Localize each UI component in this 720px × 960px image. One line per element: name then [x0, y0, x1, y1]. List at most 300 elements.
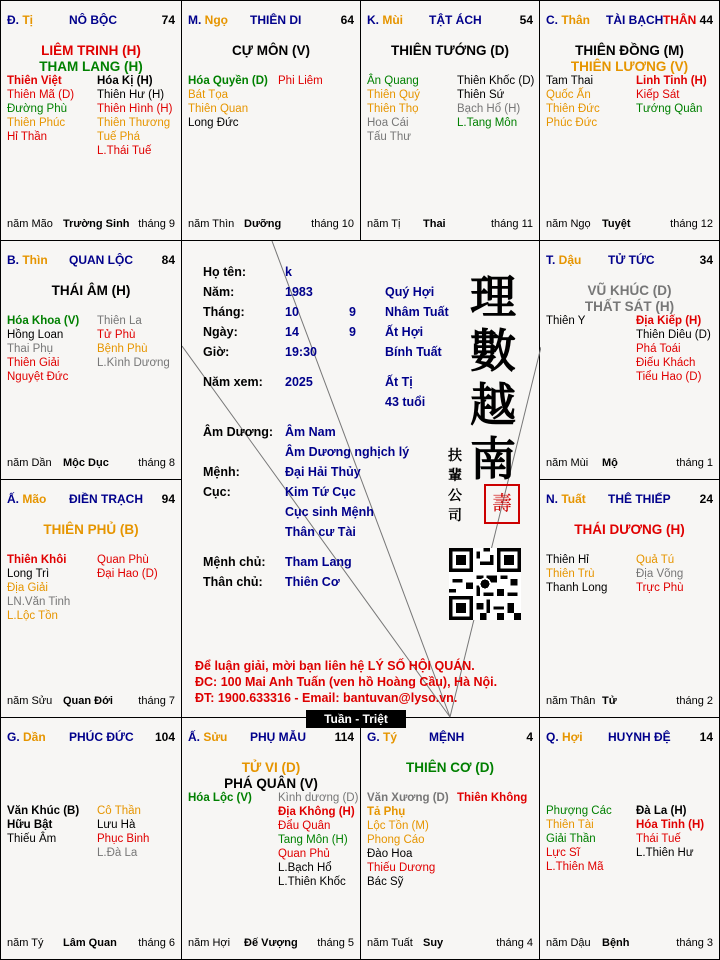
minor-star: Tả Phụ	[367, 806, 406, 818]
minor-stars-left	[546, 553, 607, 595]
minor-star: Thiên Phúc	[7, 117, 66, 129]
minor-star: Phục Binh	[97, 833, 150, 845]
palace-footer	[7, 937, 177, 951]
minor-star: Quốc Ấn	[546, 89, 591, 101]
stem-letter: Ấ.	[7, 492, 23, 506]
contact-line-2: ĐC: 100 Mai Anh Tuấn (ven hồ Hoàng Cầu), Hà Nội.	[195, 675, 498, 689]
age-number: 114	[334, 730, 354, 744]
stem-letter: G.	[367, 730, 384, 744]
minor-star: Tiểu Hao (D)	[636, 371, 702, 383]
minor-star: Kiếp Sát	[636, 89, 680, 101]
minor-stars-right	[636, 314, 711, 384]
main-stars	[1, 522, 181, 538]
minor-star: L.Thiên Khốc	[278, 876, 346, 888]
main-star: TỬ VI (D)	[241, 760, 301, 775]
palace-name: NÔ BỘC	[69, 13, 117, 27]
palace-age	[700, 492, 713, 506]
palace-age	[663, 13, 713, 27]
main-stars	[540, 43, 719, 75]
minor-stars-left	[7, 804, 79, 846]
yinyang-value: Âm Nam	[285, 425, 336, 439]
minor-star: L.Thiên Mã	[546, 861, 604, 873]
age-number: 4	[526, 730, 533, 744]
minor-stars-right	[457, 74, 534, 130]
palace-year: năm Hợi	[188, 937, 231, 949]
yinyang-label: Âm Dương:	[203, 425, 274, 439]
branch-name: Thân	[561, 13, 591, 27]
palace-age	[526, 730, 533, 744]
month-label: Tháng:	[203, 305, 245, 319]
stem-letter: G.	[7, 730, 24, 744]
palace-footer	[546, 937, 715, 951]
branch-name: Dậu	[558, 253, 582, 267]
palace-year: năm Tuất	[367, 937, 413, 949]
palace-name: HUYNH ĐỆ	[608, 730, 671, 744]
month-value: 10	[285, 305, 299, 319]
palace-name: PHÚC ĐỨC	[69, 730, 134, 744]
minor-stars-right	[97, 74, 172, 158]
minor-star: Quả Tú	[636, 554, 675, 566]
main-star: THAM LANG (H)	[39, 59, 143, 74]
palace-year: năm Mão	[7, 218, 53, 230]
palace-dau	[539, 240, 720, 480]
main-star: THÁI DƯƠNG (H)	[574, 522, 685, 537]
minor-stars-right	[97, 804, 149, 860]
minor-star: L.Đà La	[97, 847, 138, 859]
minor-star: Thiên Trù	[546, 568, 595, 580]
minor-star: Điếu Khách	[636, 357, 696, 369]
minor-stars-left	[546, 804, 612, 874]
palace-branch	[7, 253, 48, 267]
palace-footer	[546, 457, 715, 471]
minor-star: Lưu Hà	[97, 819, 136, 831]
minor-star: Hỉ Thần	[7, 131, 48, 143]
minor-star: Hóa Lộc (V)	[188, 792, 252, 804]
minor-star: Thiên Diêu (D)	[636, 329, 711, 341]
palace-dan	[0, 717, 182, 960]
palace-name: QUAN LỘC	[69, 253, 133, 267]
minor-stars-right	[636, 553, 684, 595]
palace-name: TẬT ÁCH	[429, 13, 482, 27]
minor-star: Phượng Các	[546, 805, 612, 817]
destiny-value: Đại Hải Thủy	[285, 465, 361, 479]
palace-branch	[546, 730, 583, 744]
branch-name: Ngọ	[204, 13, 228, 27]
minor-star: Hóa Kị (H)	[97, 75, 153, 87]
minor-star: Quan Phù	[97, 554, 149, 566]
minor-star: Cô Thần	[97, 805, 141, 817]
minor-star: Hóa Quyền (D)	[188, 75, 268, 87]
minor-stars-right	[278, 74, 323, 88]
main-stars	[540, 283, 719, 315]
palace-month: tháng 12	[670, 218, 713, 230]
minor-star: Địa Kiếp (H)	[636, 315, 702, 327]
body-lord-label: Thân chủ:	[203, 575, 263, 589]
stem-letter: N.	[546, 492, 562, 506]
palace-stage: Lâm Quan	[63, 937, 117, 949]
minor-star: Thiên Quý	[367, 89, 421, 101]
palace-footer	[546, 218, 715, 232]
minor-stars-right	[457, 791, 527, 805]
palace-stage: Suy	[423, 937, 444, 949]
age-number: 34	[699, 253, 713, 267]
minor-stars-left	[367, 791, 449, 889]
minor-star: Hoa Cái	[367, 117, 409, 129]
age-value: 43 tuổi	[385, 395, 426, 409]
tuan-triet-label: Tuần - Triệt	[306, 710, 406, 728]
palace-branch	[188, 730, 227, 744]
minor-stars-left	[546, 74, 600, 130]
palace-stage: Thai	[423, 218, 446, 230]
palace-ty	[360, 717, 540, 960]
minor-star: Thái Tuế	[636, 833, 681, 845]
palace-stage: Mộc Dục	[63, 457, 109, 469]
palace-header	[7, 492, 177, 508]
minor-star: Thiên Mã (D)	[7, 89, 75, 101]
palace-footer	[188, 218, 356, 232]
main-star: THIÊN PHỦ (B)	[43, 522, 139, 537]
name-value: k	[285, 265, 292, 279]
bureau-value: Kim Tứ Cục	[285, 485, 356, 499]
minor-star: Phá Toái	[636, 343, 681, 355]
palace-month: tháng 7	[138, 695, 175, 707]
palace-stage: Trường Sinh	[63, 218, 130, 230]
main-star: THIÊN ĐỒNG (M)	[575, 43, 684, 58]
age-number: 64	[340, 13, 354, 27]
minor-star: Thiên Thọ	[367, 103, 419, 115]
palace-name: MỆNH	[429, 730, 465, 744]
palace-hoi	[539, 717, 720, 960]
palace-year: năm Tý	[7, 937, 44, 949]
minor-star: Văn Xương (D)	[367, 792, 449, 804]
palace-age	[341, 13, 354, 27]
palace-name: PHỤ MẪU	[250, 730, 306, 744]
minor-star: Hồng Loan	[7, 329, 64, 341]
palace-month: tháng 8	[138, 457, 175, 469]
palace-branch	[546, 492, 586, 506]
palace-age	[700, 253, 713, 267]
year-canchi: Quý Hợi	[385, 285, 435, 299]
minor-stars-left	[7, 553, 70, 623]
minor-star: Địa Không (H)	[278, 806, 355, 818]
view-year-value: 2025	[285, 375, 313, 389]
palace-branch	[188, 13, 228, 27]
palace-name: TỬ TỨC	[608, 253, 655, 267]
palace-header	[188, 730, 356, 746]
palace-footer	[546, 695, 715, 709]
palace-year: năm Thân	[546, 695, 596, 707]
minor-star: Hóa Khoa (V)	[7, 315, 80, 327]
palace-header	[546, 13, 715, 29]
palace-age	[335, 730, 354, 744]
palace-suu	[181, 717, 361, 960]
minor-stars-right	[97, 314, 170, 370]
age-number: 94	[161, 492, 175, 506]
palace-footer	[188, 937, 356, 951]
stem-letter: Ấ.	[188, 730, 204, 744]
body-note: Thân cư Tài	[285, 525, 356, 539]
stem-letter: B.	[7, 253, 23, 267]
palace-branch	[367, 13, 403, 27]
palace-header	[7, 13, 177, 29]
minor-star: Tam Thai	[546, 75, 594, 87]
minor-stars-left	[546, 314, 585, 328]
contact-line-3: ĐT: 1900.633316 - Email: bantuvan@lyso.vn.	[195, 691, 458, 705]
branch-name: Mão	[22, 492, 47, 506]
palace-year: năm Sửu	[7, 695, 53, 707]
minor-star: Nguyệt Đức	[7, 371, 69, 383]
contact-line-1: Để luận giải, mời bạn liên hệ LÝ SỐ HỘI QUÁN.	[195, 659, 475, 673]
year-value: 1983	[285, 285, 313, 299]
minor-star: L.Lộc Tồn	[7, 610, 58, 622]
minor-star: Quan Phủ	[278, 848, 330, 860]
minor-star: Lộc Tồn (M)	[367, 820, 429, 832]
palace-name: THIÊN DI	[250, 13, 302, 27]
palace-header	[188, 13, 356, 29]
palace-year: năm Mùi	[546, 457, 589, 469]
palace-stage: Dưỡng	[244, 218, 282, 230]
minor-star: Thiên Việt	[7, 75, 62, 87]
palace-header	[546, 730, 715, 746]
minor-star: Thiên La	[97, 315, 142, 327]
hour-label: Giờ:	[203, 345, 230, 359]
branch-name: Mùi	[382, 13, 404, 27]
palace-footer	[7, 218, 177, 232]
view-year-label: Năm xem:	[203, 375, 263, 389]
palace-stage: Mộ	[602, 457, 618, 469]
logo-small-text: 扶 輩 公 司	[448, 448, 462, 524]
palace-month: tháng 9	[138, 218, 175, 230]
stem-letter: T.	[546, 253, 559, 267]
name-label: Họ tên:	[203, 265, 247, 279]
minor-star: L.Tang Môn	[457, 117, 518, 129]
stem-letter: C.	[546, 13, 562, 27]
palace-month: tháng 5	[317, 937, 354, 949]
minor-star: Địa Võng	[636, 568, 684, 580]
main-stars	[361, 760, 539, 776]
main-stars	[1, 283, 181, 299]
minor-star: Thiên Hỉ	[546, 554, 589, 566]
palace-age	[162, 13, 175, 27]
branch-name: Thìn	[22, 253, 48, 267]
palace-age	[155, 730, 175, 744]
palace-stage: Tuyệt	[602, 218, 631, 230]
palace-mao	[0, 479, 182, 718]
minor-star: Đà La (H)	[636, 805, 687, 817]
minor-star: Phong Cáo	[367, 834, 425, 846]
palace-year: năm Dần	[7, 457, 52, 469]
stem-letter: Q.	[546, 730, 563, 744]
minor-stars-right	[278, 791, 358, 889]
minor-star: Thiên Hình (H)	[97, 103, 173, 115]
minor-star: Tang Môn (H)	[278, 834, 348, 846]
main-star: LIÊM TRINH (H)	[41, 43, 141, 58]
red-seal-stamp: 壽	[484, 484, 520, 524]
destiny-lord-value: Tham Lang	[285, 555, 352, 569]
minor-star: Lực Sĩ	[546, 847, 580, 859]
palace-header	[367, 730, 535, 746]
minor-star: Bạch Hổ (H)	[457, 103, 521, 115]
minor-star: Thiên Y	[546, 315, 586, 327]
palace-month: tháng 10	[311, 218, 354, 230]
minor-star: Thiên Hư (H)	[97, 89, 165, 101]
minor-star: L.Thái Tuế	[97, 145, 152, 157]
minor-star: Thiên Sứ	[457, 89, 505, 101]
minor-star: Kình dương (D)	[278, 792, 359, 804]
palace-name: THÊ THIẾP	[608, 492, 671, 506]
minor-star: Văn Khúc (B)	[7, 805, 80, 817]
minor-star: L.Thiên Hư	[636, 847, 694, 859]
palace-branch	[367, 730, 397, 744]
minor-star: Ân Quang	[367, 75, 419, 87]
main-star: THÁI ÂM (H)	[51, 283, 131, 298]
age-number: 84	[161, 253, 175, 267]
palace-header	[546, 492, 715, 508]
minor-star: Bát Tọa	[188, 89, 229, 101]
yinyang-note: Âm Dương nghịch lý	[285, 445, 410, 459]
palace-thin	[0, 240, 182, 480]
bureau-label: Cục:	[203, 485, 231, 499]
minor-star: Thiên Không	[457, 792, 528, 804]
minor-star: Đường Phù	[7, 103, 67, 115]
palace-name: ĐIỀN TRẠCH	[69, 492, 143, 506]
minor-stars-left	[7, 314, 79, 384]
palace-stage: Bệnh	[602, 937, 630, 949]
palace-age	[162, 492, 175, 506]
hour-canchi: Bính Tuất	[385, 345, 442, 359]
palace-branch	[7, 730, 46, 744]
palace-month: tháng 4	[496, 937, 533, 949]
minor-star: Thiên Giải	[7, 357, 60, 369]
minor-star: Phi Liêm	[278, 75, 323, 87]
branch-name: Tị	[22, 13, 34, 27]
minor-star: Thiếu Dương	[367, 862, 436, 874]
main-star: CỰ MÔN (V)	[232, 43, 310, 58]
age-number: 54	[519, 13, 533, 27]
minor-star: Linh Tinh (H)	[636, 75, 707, 87]
branch-name: Hợi	[562, 730, 583, 744]
palace-stage: Tử	[602, 695, 617, 707]
minor-star: Đẩu Quân	[278, 820, 331, 832]
minor-star: Hóa Tinh (H)	[636, 819, 705, 831]
palace-year: năm Dậu	[546, 937, 591, 949]
hour-value: 19:30	[285, 345, 317, 359]
main-stars	[182, 760, 360, 792]
minor-star: L.Kình Dương	[97, 357, 170, 369]
view-year-canchi: Ất Tị	[385, 375, 413, 389]
minor-star: Thanh Long	[546, 582, 608, 594]
minor-stars-left	[367, 74, 420, 144]
day-canchi: Ất Hợi	[385, 325, 424, 339]
palace-branch	[7, 13, 33, 27]
palace-tuat	[539, 479, 720, 718]
palace-age	[162, 253, 175, 267]
palace-age	[700, 730, 713, 744]
palace-month: tháng 1	[676, 457, 713, 469]
day-lunar: 9	[349, 325, 356, 339]
minor-star: Hữu Bật	[7, 819, 53, 831]
qr-code[interactable]	[449, 548, 521, 620]
minor-star: Thiên Khốc (D)	[457, 75, 535, 87]
branch-name: Tuất	[561, 492, 586, 506]
palace-year: năm Thìn	[188, 218, 235, 230]
day-value: 14	[285, 325, 299, 339]
palace-branch	[7, 492, 46, 506]
palace-stage: Đế Vượng	[244, 937, 298, 949]
stem-letter: K.	[367, 13, 383, 27]
stem-letter: M.	[188, 13, 205, 27]
minor-star: Bác Sỹ	[367, 876, 404, 888]
minor-star: Thiếu Âm	[7, 833, 57, 845]
main-stars	[540, 522, 719, 538]
palace-stage: Quan Đới	[63, 695, 113, 707]
minor-star: Địa Giải	[7, 582, 48, 594]
minor-star: Tử Phù	[97, 329, 136, 341]
minor-star: Tấu Thư	[367, 131, 411, 143]
stem-letter: Đ.	[7, 13, 23, 27]
age-number: 14	[699, 730, 713, 744]
palace-branch	[546, 253, 581, 267]
main-star: THIÊN LƯƠNG (V)	[570, 59, 689, 74]
minor-star: Đào Hoa	[367, 848, 413, 860]
minor-star: Thiên Khôi	[7, 554, 67, 566]
palace-footer	[7, 695, 177, 709]
minor-star: Phúc Đức	[546, 117, 598, 129]
palace-header	[546, 253, 715, 269]
palace-footer	[367, 937, 535, 951]
palace-name: TÀI BẠCH	[606, 13, 664, 27]
age-number: 74	[161, 13, 175, 27]
palace-year: năm Tị	[367, 218, 401, 230]
day-label: Ngày:	[203, 325, 238, 339]
palace-month: tháng 3	[676, 937, 713, 949]
age-number: 24	[699, 492, 713, 506]
minor-star: Giải Thần	[546, 833, 596, 845]
palace-ngo	[181, 0, 361, 241]
minor-stars-left	[188, 791, 252, 805]
minor-star: Thiên Quan	[188, 103, 249, 115]
minor-star: Thiên Thương	[97, 117, 171, 129]
branch-name: Tý	[383, 730, 398, 744]
main-star: THIÊN TƯỚNG (D)	[391, 43, 509, 58]
minor-star: Trực Phù	[636, 582, 684, 594]
palace-header	[367, 13, 535, 29]
minor-star: Bệnh Phù	[97, 343, 148, 355]
month-lunar: 9	[349, 305, 356, 319]
minor-stars-right	[636, 74, 707, 116]
main-stars	[182, 43, 360, 59]
main-star: VŨ KHÚC (D)	[587, 283, 672, 298]
main-star: THẤT SÁT (H)	[584, 299, 675, 314]
branch-name: Sửu	[203, 730, 228, 744]
bureau-note: Cục sinh Mệnh	[285, 505, 374, 519]
palace-ti	[0, 0, 182, 241]
age-number: 44	[699, 13, 713, 27]
palace-header	[7, 730, 177, 746]
minor-star: L.Bạch Hổ	[278, 862, 332, 874]
minor-star: LN.Văn Tinh	[7, 596, 71, 608]
palace-footer	[7, 457, 177, 471]
minor-star: Long Trì	[7, 568, 50, 580]
palace-mui	[360, 0, 540, 241]
minor-star: Long Đức	[188, 117, 239, 129]
main-stars	[1, 43, 181, 75]
main-stars	[361, 43, 539, 59]
minor-star: Thiên Đức	[546, 103, 600, 115]
body-lord-value: Thiên Cơ	[285, 575, 340, 589]
palace-header	[7, 253, 177, 269]
age-number: 104	[154, 730, 175, 744]
